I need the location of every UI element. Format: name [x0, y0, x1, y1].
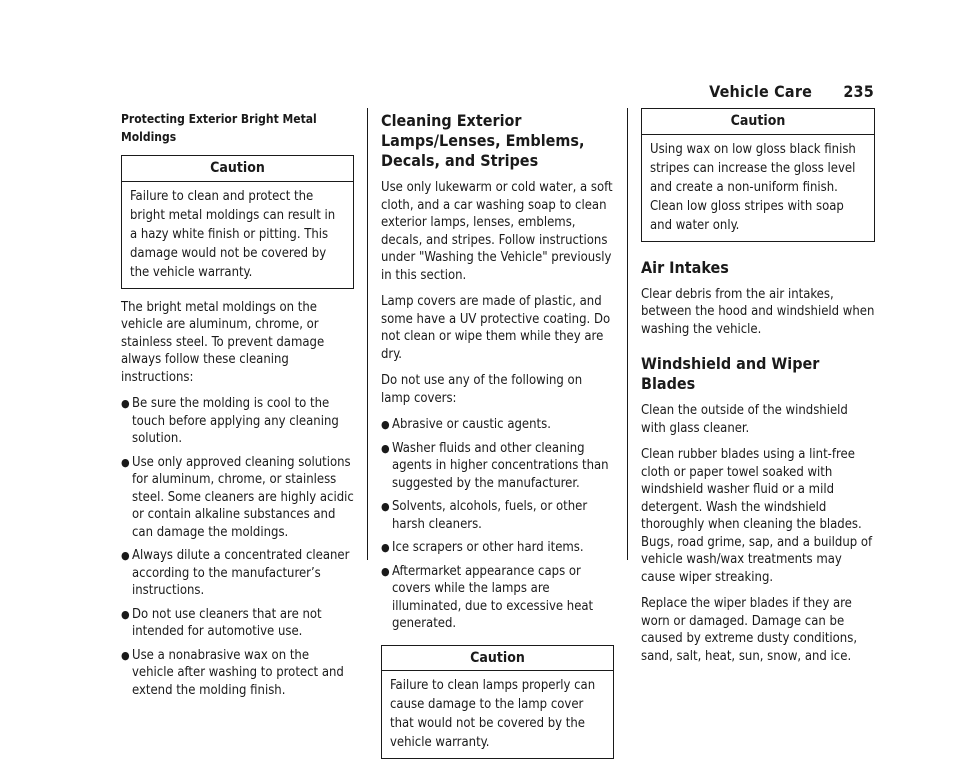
paragraph: Clean the outside of the windshield with glass cleaner. — [641, 403, 848, 436]
heading-exterior-lamps: Cleaning Exterior Lamps/Lenses, Emblems, Decals, and Stripes — [381, 111, 585, 170]
bullet-icon: ● — [381, 541, 390, 554]
list-item: ● Abrasive or caustic agents. — [381, 417, 551, 432]
bullet-icon: ● — [381, 564, 390, 578]
list-item: ● Use only approved cleaning solutions for aluminum, chrome, or stainless steel. Some cleaners are highly acidic or contain alkaline substances and can damage the moldings. — [121, 454, 354, 540]
list-item: ● Always dilute a concentrated cleaner according to the manufacturer’s instructions. — [121, 548, 350, 598]
list-item: ● Be sure the molding is cool to the touch before applying any cleaning solution. — [121, 396, 339, 446]
paragraph: Do not use any of the following on lamp covers: — [381, 373, 583, 406]
bullet-icon: ● — [121, 549, 130, 562]
list-item: ● Solvents, alcohols, fuels, or other harsh cleaners. — [381, 499, 588, 532]
column-1 — [121, 108, 354, 711]
caution-text: Failure to clean lamps properly can cause damage to the lamp cover that would not be covered by the vehicle warranty. — [390, 678, 596, 750]
caution-box — [121, 155, 354, 289]
caution-text: Failure to clean and protect the bright metal moldings can result in a hazy white finish or pitting. This damage would not be covered by the vehicle warranty. — [130, 188, 336, 280]
bullet-icon: ● — [381, 418, 390, 431]
bullet-icon: ● — [121, 648, 130, 662]
list-item: ● Do not use cleaners that are not intended for automotive use. — [121, 606, 322, 639]
bullet-icon: ● — [121, 607, 130, 621]
caution-box — [381, 645, 614, 760]
section-title: Vehicle Care — [709, 82, 813, 101]
list-item: ● Ice scrapers or other hard items. — [381, 540, 584, 555]
bullet-icon: ● — [121, 397, 130, 410]
bullet-list — [381, 416, 614, 633]
paragraph: Lamp covers are made of plastic, and some have a UV protective coating. Do not clean or wipe them while they are dry. — [381, 294, 611, 362]
page-header — [709, 82, 874, 101]
caution-text: Using wax on low gloss black finish stripes can increase the gloss level and create a non-uniform finish. Clean low gloss stripes with soap and water only. — [650, 141, 856, 233]
page-number: 235 — [843, 82, 874, 101]
column-divider — [367, 108, 368, 560]
column-2 — [381, 108, 614, 769]
bullet-icon: ● — [381, 441, 390, 455]
bullet-icon: ● — [121, 455, 130, 469]
bullet-list — [121, 395, 354, 699]
bullet-icon: ● — [381, 500, 390, 513]
list-item: ● Washer fluids and other cleaning agents in higher concentrations than suggested by the manufacturer. — [381, 440, 609, 491]
paragraph: Clear debris from the air intakes, between the hood and windshield when washing the vehicle. — [641, 286, 875, 337]
caution-title: Caution — [382, 646, 613, 672]
heading-air-intakes: Air Intakes — [641, 257, 729, 277]
paragraph: Use only lukewarm or cold water, a soft cloth, and a car washing soap to clean exterior lamps, lenses, emblems, decals, and stripes. Follow instructions under "Washing the Vehicle" previously in this section. — [381, 180, 613, 283]
list-item: ● Aftermarket appearance caps or covers while the lamps are illuminated, due to excessive heat generated. — [381, 563, 594, 631]
list-item: ● Use a nonabrasive wax on the vehicle after washing to protect and extend the molding finish. — [121, 647, 344, 698]
caution-title: Caution — [642, 109, 874, 135]
paragraph: Replace the wiper blades if they are worn or damaged. Damage can be caused by extreme dusty conditions, sand, salt, heat, sun, snow, and ice. — [641, 596, 858, 664]
heading-windshield-wipers: Windshield and Wiper Blades — [641, 354, 820, 393]
paragraph: The bright metal moldings on the vehicle are aluminum, chrome, or stainless steel. To prevent damage always follow these cleaning instructions: — [121, 299, 325, 385]
subheading-bright-metal: Protecting Exterior Bright Metal Moldings — [121, 112, 317, 144]
paragraph: Clean rubber blades using a lint-free cloth or paper towel soaked with windshield washer fluid or a mild detergent. Wash the windshield thoroughly when cleaning the blades. Bugs, road grime, sap, and a buildup of vehicle wash/wax treatments may cause wiper streaking. — [641, 447, 873, 585]
caution-title: Caution — [122, 156, 353, 182]
caution-box — [641, 108, 875, 242]
column-divider — [627, 108, 628, 560]
column-3 — [641, 108, 875, 674]
